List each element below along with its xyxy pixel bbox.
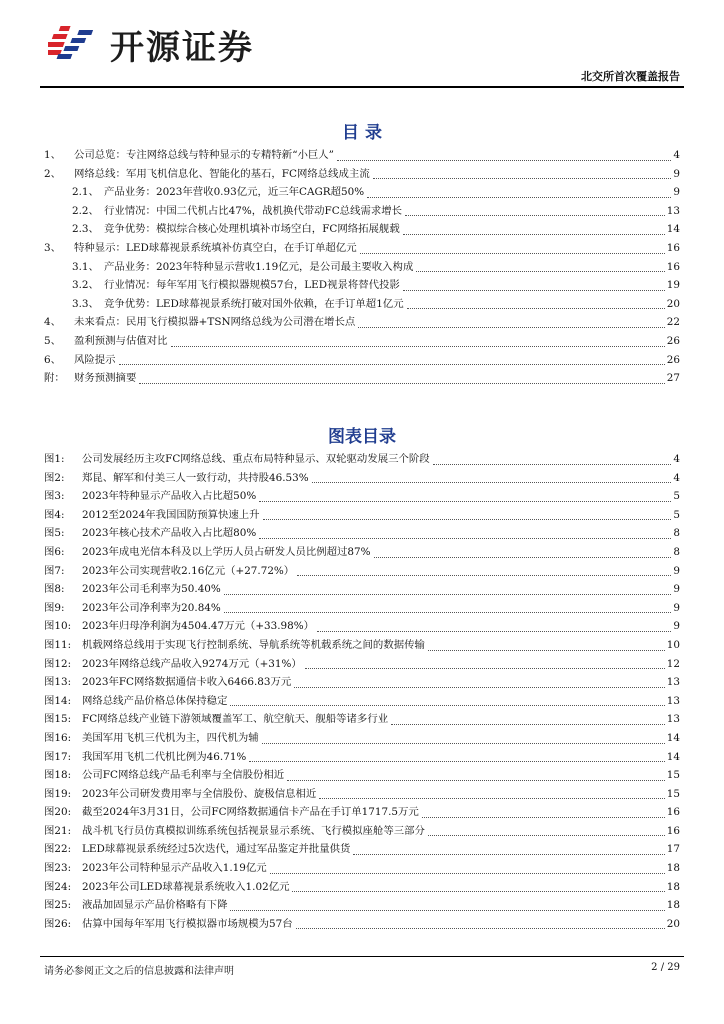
figure-entry[interactable]	[44, 896, 680, 915]
figure-entry-number: 图16:	[44, 731, 72, 744]
figure-entry-number: 图13:	[44, 676, 72, 689]
toc-entry-text: 盈利预测与估值对比	[74, 334, 168, 347]
figure-entry[interactable]	[44, 580, 680, 599]
figure-entry-text: 网络总线产品价格总体保持稳定	[82, 694, 228, 707]
figure-entry-number: 图6:	[44, 545, 65, 558]
toc-entry-text: 风险提示	[74, 353, 116, 366]
leader-dots	[287, 780, 665, 781]
figure-entry-number: 图20:	[44, 806, 72, 819]
leader-dots	[353, 854, 664, 855]
toc-entry-text: 特种显示：LED球幕视景系统填补仿真空白，在手订单超亿元	[74, 241, 357, 254]
figure-list	[44, 450, 680, 933]
leader-dots	[230, 910, 664, 911]
figure-entry-page: 13	[666, 694, 680, 707]
figure-entry-number: 图17:	[44, 750, 72, 763]
leader-dots	[403, 290, 665, 291]
figure-entry-page: 14	[666, 750, 680, 763]
leader-dots	[171, 346, 665, 347]
toc-entry-text: 产品业务：2023年特种显示营收1.19亿元，是公司最主要收入构成	[104, 260, 414, 273]
figure-entry-page: 12	[666, 657, 680, 670]
leader-dots	[224, 594, 672, 595]
toc-entry[interactable]	[44, 295, 680, 314]
figure-entry[interactable]	[44, 710, 680, 729]
figure-entry-number: 图15:	[44, 713, 72, 726]
leader-dots	[119, 364, 665, 365]
figure-entry[interactable]	[44, 785, 680, 804]
figure-entry-text: 2012至2024年我国国防预算快速上升	[82, 508, 260, 521]
figure-entry-text: 公司发展经历主攻FC网络总线、重点布局特种显示、双轮驱动发展三个阶段	[82, 453, 430, 465]
toc-entry-number: 6、	[44, 353, 62, 366]
toc-entry-text: 公司总览：专注网络总线与特种显示的专精特新“小巨人”	[74, 149, 334, 161]
figure-entry-page: 13	[666, 676, 680, 689]
report-type-label: 北交所首次覆盖报告	[581, 70, 680, 83]
leader-dots	[403, 234, 665, 235]
figure-entry-number: 图25:	[44, 899, 72, 912]
toc-entry[interactable]	[44, 313, 680, 332]
figure-entry-text: 2023年成电光信本科及以上学历人员占研发人员比例超过87%	[82, 545, 371, 558]
figure-entry[interactable]	[44, 562, 680, 581]
toc-entry-page: 19	[666, 279, 680, 292]
figure-entry-text: FC网络总线产业链下游领域覆盖军工、航空航天、舰船等诸多行业	[82, 713, 389, 726]
figure-entry-page: 16	[666, 806, 680, 819]
toc-entry[interactable]	[44, 239, 680, 258]
figure-entry-page: 9	[673, 583, 680, 596]
figures-title: 图表目录	[328, 427, 396, 447]
figure-entry[interactable]	[44, 859, 680, 878]
header-divider	[40, 86, 684, 88]
figure-entry-text: 2023年公司毛利率为50.40%	[82, 583, 221, 596]
toc-title: 目 录	[342, 123, 382, 143]
toc-entry-number: 2、	[44, 167, 62, 180]
leader-dots	[422, 817, 665, 818]
leader-dots	[224, 612, 672, 613]
figure-entry[interactable]	[44, 748, 680, 767]
figure-entry[interactable]	[44, 636, 680, 655]
toc-entry[interactable]	[44, 332, 680, 351]
toc-entry-page: 20	[666, 297, 680, 310]
toc-entry[interactable]	[44, 202, 680, 221]
leader-dots	[263, 519, 672, 520]
figure-entry-number: 图22:	[44, 843, 72, 856]
leader-dots	[249, 761, 664, 762]
figure-entry[interactable]	[44, 729, 680, 748]
figure-entry-text: 2023年公司特种显示产品收入1.19亿元	[82, 862, 267, 875]
toc-entry-number: 1、	[44, 149, 62, 161]
leader-dots	[433, 464, 672, 465]
leader-dots	[405, 215, 665, 216]
figure-entry[interactable]	[44, 655, 680, 674]
figure-entry-text: 2023年公司实现营收2.16亿元（+27.72%）	[82, 564, 295, 577]
toc-entry[interactable]	[44, 146, 680, 165]
figure-entry-page: 9	[673, 564, 680, 577]
figure-entry-text: 2023年公司LED球幕视景系统收入1.02亿元	[82, 880, 290, 893]
toc-entry-text: 行业情况：中国二代机占比47%，战机换代带动FC总线需求增长	[104, 204, 403, 217]
leader-dots	[312, 482, 672, 483]
toc-entry-number: 5、	[44, 334, 62, 347]
figure-entry[interactable]	[44, 840, 680, 859]
toc-entry[interactable]	[44, 220, 680, 239]
toc-entry-page: 9	[673, 186, 680, 199]
toc-entry-number: 附：	[44, 372, 65, 385]
figure-entry-page: 9	[673, 620, 680, 633]
toc-entry-page: 26	[666, 334, 680, 347]
figure-entry-number: 图1:	[44, 453, 65, 465]
page-header	[0, 0, 724, 95]
figure-entry[interactable]	[44, 450, 680, 469]
leader-dots	[296, 928, 665, 929]
figure-entry-number: 图26:	[44, 917, 72, 930]
toc-entry-page: 13	[666, 204, 680, 217]
toc-entry[interactable]	[44, 276, 680, 295]
leader-dots	[139, 383, 664, 384]
leader-dots	[416, 271, 664, 272]
figure-entry-page: 15	[666, 769, 680, 782]
leader-dots	[337, 160, 671, 161]
toc-entry-number: 4、	[44, 316, 62, 329]
leader-dots	[230, 705, 664, 706]
toc-entry-page: 16	[666, 260, 680, 273]
figure-entry-number: 图23:	[44, 862, 72, 875]
figure-entry-number: 图10:	[44, 620, 72, 633]
figure-entry-number: 图3:	[44, 490, 65, 503]
toc-entry-number: 3.3、	[72, 297, 99, 310]
figure-entry-page: 8	[673, 527, 680, 540]
leader-dots	[297, 575, 671, 576]
figure-entry-page: 16	[666, 824, 680, 837]
toc-entry-number: 3.2、	[72, 279, 99, 292]
figure-entry-text: 2023年归母净利润为4504.47万元（+33.98%）	[82, 620, 315, 633]
leader-dots	[292, 891, 664, 892]
leader-dots	[407, 308, 665, 309]
figure-entry[interactable]	[44, 469, 680, 488]
figure-entry-text: 郑昆、解军和付美三人一致行动，共持股46.53%	[82, 471, 309, 484]
toc-entry[interactable]	[44, 165, 680, 184]
toc-entry-page: 22	[666, 316, 680, 329]
leader-dots	[259, 538, 671, 539]
figure-entry[interactable]	[44, 487, 680, 506]
figure-entry-page: 9	[673, 601, 680, 614]
leader-dots	[270, 873, 665, 874]
figure-entry-text: 美国军用飞机三代机为主，四代机为辅	[82, 731, 259, 744]
figure-entry-page: 4	[673, 471, 680, 484]
figure-entry-page: 18	[666, 899, 680, 912]
figure-entry[interactable]	[44, 803, 680, 822]
toc-entry[interactable]	[44, 351, 680, 370]
toc-entry[interactable]	[44, 369, 680, 388]
figure-entry[interactable]	[44, 524, 680, 543]
figure-entry-page: 4	[673, 453, 680, 465]
figure-entry-page: 18	[666, 862, 680, 875]
leader-dots	[391, 724, 665, 725]
figure-entry-text: 2023年FC网络数据通信卡收入6466.83万元	[82, 676, 292, 689]
toc-entry[interactable]	[44, 183, 680, 202]
figure-entry-text: LED球幕视景系统经过5次迭代，通过军品鉴定并批量供货	[82, 843, 351, 856]
figure-entry-text: 2023年核心技术产品收入占比超80%	[82, 527, 257, 540]
toc-entry-page: 4	[673, 149, 680, 161]
leader-dots	[428, 835, 665, 836]
figure-entry-number: 图4:	[44, 508, 65, 521]
figure-entry-text: 机载网络总线用于实现飞行控制系统、导航系统等机载系统之间的数据传输	[82, 638, 425, 651]
figure-entry-text: 我国军用飞机二代机比例为46.71%	[82, 750, 247, 763]
figure-entry-number: 图11:	[44, 638, 72, 651]
footer-divider	[40, 956, 684, 957]
figure-entry-text: 2023年公司净利率为20.84%	[82, 601, 221, 614]
toc-entry[interactable]	[44, 258, 680, 277]
leader-dots	[374, 557, 672, 558]
figure-entry-text: 2023年网络总线产品收入9274万元（+31%）	[82, 657, 302, 670]
figure-entry[interactable]	[44, 617, 680, 636]
figure-entry-number: 图18:	[44, 769, 72, 782]
leader-dots	[262, 743, 665, 744]
figure-entry-text: 2023年公司研发费用率与全信股份、旋极信息相近	[82, 787, 317, 800]
figure-entry-page: 5	[673, 508, 680, 521]
toc-entry-page: 14	[666, 223, 680, 236]
logo-mark-icon	[48, 22, 104, 66]
figure-entry[interactable]	[44, 878, 680, 897]
leader-dots	[294, 687, 665, 688]
leader-dots	[317, 631, 671, 632]
toc-entry-text: 财务预测摘要	[74, 372, 137, 385]
toc-entry-number: 2.2、	[72, 204, 99, 217]
figure-entry-text: 战斗机飞行员仿真模拟训练系统包括视景显示系统、飞行模拟座舱等三部分	[82, 824, 425, 837]
toc-list	[44, 146, 680, 388]
figure-entry[interactable]	[44, 543, 680, 562]
figure-entry-number: 图9:	[44, 601, 65, 614]
figure-entry-number: 图24:	[44, 880, 72, 893]
figure-entry-text: 液晶加固显示产品价格略有下降	[82, 899, 228, 912]
company-logo	[48, 22, 254, 66]
figure-entry-page: 18	[666, 880, 680, 893]
figure-entry[interactable]	[44, 673, 680, 692]
figure-entry[interactable]	[44, 599, 680, 618]
toc-entry-number: 2.3、	[72, 223, 99, 236]
leader-dots	[259, 501, 671, 502]
leader-dots	[319, 798, 665, 799]
figure-entry-number: 图2:	[44, 471, 65, 484]
toc-entry-text: 网络总线：军用飞机信息化、智能化的基石，FC网络总线成主流	[74, 167, 370, 180]
leader-dots	[428, 650, 665, 651]
toc-entry-text: 竞争优势：LED球幕视景系统打破对国外依赖，在手订单超1亿元	[104, 297, 404, 310]
figure-entry-number: 图14:	[44, 694, 72, 707]
figure-entry-page: 17	[666, 843, 680, 856]
figure-entry-page: 8	[673, 545, 680, 558]
leader-dots	[358, 327, 665, 328]
toc-entry-number: 3.1、	[72, 260, 99, 273]
toc-entry-page: 9	[673, 167, 680, 180]
figure-entry-page: 15	[666, 787, 680, 800]
page-number: 2 / 29	[651, 962, 680, 973]
leader-dots	[360, 253, 665, 254]
toc-entry-text: 产品业务：2023年营收0.93亿元，近三年CAGR超50%	[104, 186, 365, 199]
toc-entry-number: 2.1、	[72, 186, 99, 199]
figure-entry-page: 10	[666, 638, 680, 651]
figure-entry-number: 图12:	[44, 657, 72, 670]
toc-entry-page: 27	[666, 372, 680, 385]
figure-entry-page: 14	[666, 731, 680, 744]
figure-entry-number: 图8:	[44, 583, 65, 596]
figure-entry-number: 图21:	[44, 824, 72, 837]
figure-entry[interactable]	[44, 822, 680, 841]
toc-entry-text: 未来看点：民用飞行模拟器+TSN网络总线为公司潜在增长点	[74, 316, 356, 329]
leader-dots	[373, 178, 672, 179]
toc-entry-text: 行业情况：每年军用飞行模拟器规模57台，LED视景将替代投影	[104, 279, 400, 292]
figure-entry-text: 估算中国每年军用飞行模拟器市场规模为57台	[82, 917, 293, 930]
figure-entry[interactable]	[44, 766, 680, 785]
figure-entry-number: 图5:	[44, 527, 65, 540]
figure-entry-text: 2023年特种显示产品收入占比超50%	[82, 490, 257, 503]
toc-entry-text: 竞争优势：模拟综合核心处理机填补市场空白，FC网络拓展舰载	[104, 223, 400, 236]
figure-entry[interactable]	[44, 692, 680, 711]
toc-entry-number: 3、	[44, 241, 62, 254]
figure-entry-number: 图19:	[44, 787, 72, 800]
figure-entry-number: 图7:	[44, 564, 65, 577]
logo-text: 开源证券	[110, 27, 254, 68]
toc-entry-page: 16	[666, 241, 680, 254]
figure-entry-page: 5	[673, 490, 680, 503]
figure-entry[interactable]	[44, 915, 680, 934]
leader-dots	[305, 668, 665, 669]
figure-entry-text: 公司FC网络总线产品毛利率与全信股份相近	[82, 769, 285, 782]
footer-disclaimer: 请务必参阅正文之后的信息披露和法律声明	[44, 966, 234, 977]
figure-entry-page: 13	[666, 713, 680, 726]
figure-entry[interactable]	[44, 506, 680, 525]
figure-entry-text: 截至2024年3月31日，公司FC网络数据通信卡产品在手订单1717.5万元	[82, 806, 419, 819]
figure-entry-page: 20	[666, 917, 680, 930]
toc-entry-page: 26	[666, 353, 680, 366]
leader-dots	[367, 197, 671, 198]
